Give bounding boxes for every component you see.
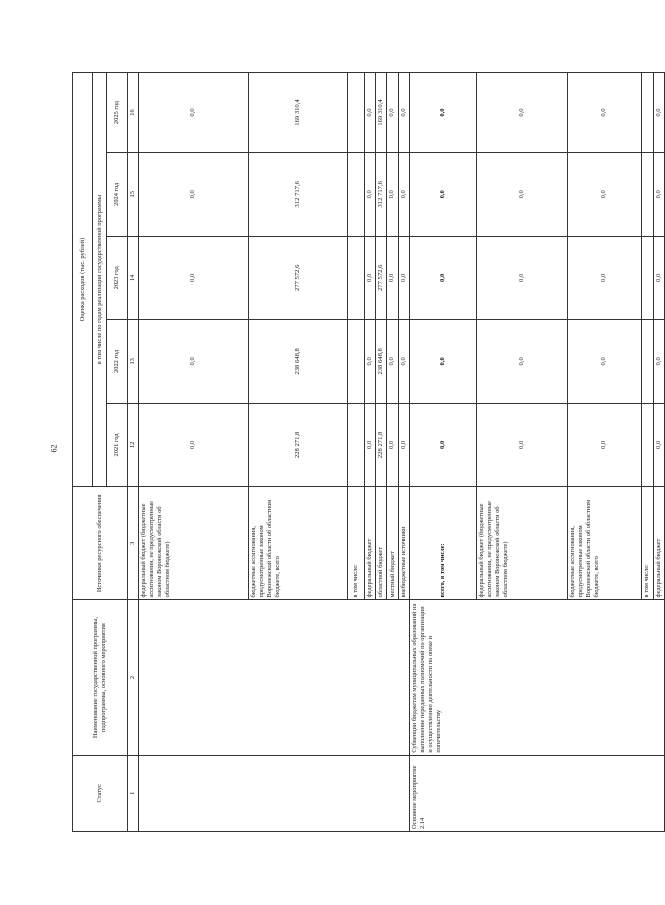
value-cell: 0,0: [476, 236, 567, 320]
source-label: федеральный бюджет: [365, 487, 376, 600]
block2-status: Основное мероприятие 2.14: [409, 755, 664, 831]
value-cell: 228 271,8: [376, 403, 387, 487]
value-cell: 169 310,4: [376, 73, 387, 153]
col-number: 16: [128, 73, 139, 153]
value-cell: 0,0: [387, 236, 398, 320]
source-label: областной бюджет: [376, 487, 387, 600]
page-number: 62: [49, 444, 59, 453]
value-cell: 0,0: [653, 153, 664, 237]
value-cell: [348, 236, 365, 320]
source-label: бюджетные ассигнования, предусмотренные законом Воронежской области об областном бюджете, всего: [567, 487, 641, 600]
value-cell: 277 572,6: [249, 236, 348, 320]
value-cell: [348, 320, 365, 404]
value-cell: 0,0: [365, 320, 376, 404]
col-number: 13: [128, 320, 139, 404]
budget-table: [72, 72, 665, 832]
header-program-name: Наименование государственной программы, подпрограммы, основного мероприятия: [73, 600, 128, 755]
value-cell: 0,0: [387, 73, 398, 153]
block1-status-cell: [139, 755, 410, 831]
header-year-2023: 2023 год: [107, 236, 128, 320]
rotated-table-container: [72, 72, 663, 832]
value-cell: 0,0: [365, 73, 376, 153]
source-label: федеральный бюджет (бюджетные ассигнования, не предусмотренные законом Воронежской области об областном бюджете): [139, 487, 249, 600]
value-cell: [348, 73, 365, 153]
value-cell: 0,0: [476, 320, 567, 404]
value-cell: [641, 236, 653, 320]
header-year-2021: 2021 год: [107, 403, 128, 487]
value-cell: 0,0: [567, 320, 641, 404]
value-cell: 0,0: [387, 153, 398, 237]
value-cell: 0,0: [409, 403, 476, 487]
col-number: 2: [128, 600, 139, 755]
header-year-2024: 2024 год: [107, 153, 128, 237]
value-cell: 169 310,4: [249, 73, 348, 153]
value-cell: 312 717,6: [249, 153, 348, 237]
value-cell: 0,0: [567, 73, 641, 153]
source-label: местный бюджет: [387, 487, 398, 600]
value-cell: 0,0: [409, 236, 476, 320]
source-label: в том числе:: [348, 487, 365, 600]
value-cell: 0,0: [476, 403, 567, 487]
source-label: федеральный бюджет (бюджетные ассигнования, не предусмотренные законом Воронежской области об областном бюджете): [476, 487, 567, 600]
header-by-years: в том числе по годам реализации государственной программы: [93, 73, 107, 487]
value-cell: 0,0: [567, 403, 641, 487]
header-estimate: Оценка расходов (тыс. рублей): [73, 73, 93, 487]
value-cell: [641, 73, 653, 153]
value-cell: 0,0: [387, 403, 398, 487]
value-cell: 0,0: [409, 320, 476, 404]
value-cell: 0,0: [387, 320, 398, 404]
col-number: 15: [128, 153, 139, 237]
value-cell: 0,0: [398, 73, 409, 153]
header-status: Статус: [73, 755, 128, 831]
value-cell: 228 271,8: [249, 403, 348, 487]
block1-name-cell: [139, 600, 410, 755]
col-number: 3: [128, 487, 139, 600]
value-cell: 0,0: [139, 153, 249, 237]
header-year-2022: 2022 год: [107, 320, 128, 404]
source-label: бюджетные ассигнования, предусмотренные законом Воронежской области об областном бюджете, всего: [249, 487, 348, 600]
value-cell: 0,0: [139, 403, 249, 487]
value-cell: 238 648,8: [376, 320, 387, 404]
value-cell: 0,0: [398, 403, 409, 487]
value-cell: [641, 320, 653, 404]
value-cell: 0,0: [139, 236, 249, 320]
value-cell: 0,0: [653, 320, 664, 404]
value-cell: 0,0: [409, 153, 476, 237]
value-cell: 0,0: [567, 153, 641, 237]
value-cell: 0,0: [653, 73, 664, 153]
value-cell: [641, 403, 653, 487]
value-cell: 0,0: [139, 73, 249, 153]
value-cell: 0,0: [476, 73, 567, 153]
source-label: внебюджетные источники: [398, 487, 409, 600]
value-cell: 0,0: [398, 153, 409, 237]
col-number: 1: [128, 755, 139, 831]
value-cell: 0,0: [398, 236, 409, 320]
value-cell: [641, 153, 653, 237]
value-cell: 0,0: [365, 403, 376, 487]
value-cell: 312 717,6: [376, 153, 387, 237]
source-label: всего, в том числе:: [409, 487, 476, 600]
col-number: 12: [128, 403, 139, 487]
source-label: в том числе:: [641, 487, 653, 600]
header-source: Источники ресурсного обеспечения: [73, 487, 128, 600]
header-year-2025: 2025 год: [107, 73, 128, 153]
value-cell: 277 572,6: [376, 236, 387, 320]
value-cell: 0,0: [653, 236, 664, 320]
value-cell: 0,0: [139, 320, 249, 404]
value-cell: [348, 153, 365, 237]
value-cell: 0,0: [365, 236, 376, 320]
source-label: федеральный бюджет: [653, 487, 664, 600]
value-cell: 238 648,8: [249, 320, 348, 404]
value-cell: 0,0: [398, 320, 409, 404]
value-cell: 0,0: [365, 153, 376, 237]
value-cell: 0,0: [653, 403, 664, 487]
value-cell: 0,0: [409, 73, 476, 153]
col-number: 14: [128, 236, 139, 320]
value-cell: [348, 403, 365, 487]
value-cell: 0,0: [476, 153, 567, 237]
block2-name: Субвенции бюджетам муниципальных образований на выполнение переданных полномочий по организации и осуществлению деятельности по опеке и попечительству: [409, 600, 664, 755]
value-cell: 0,0: [567, 236, 641, 320]
